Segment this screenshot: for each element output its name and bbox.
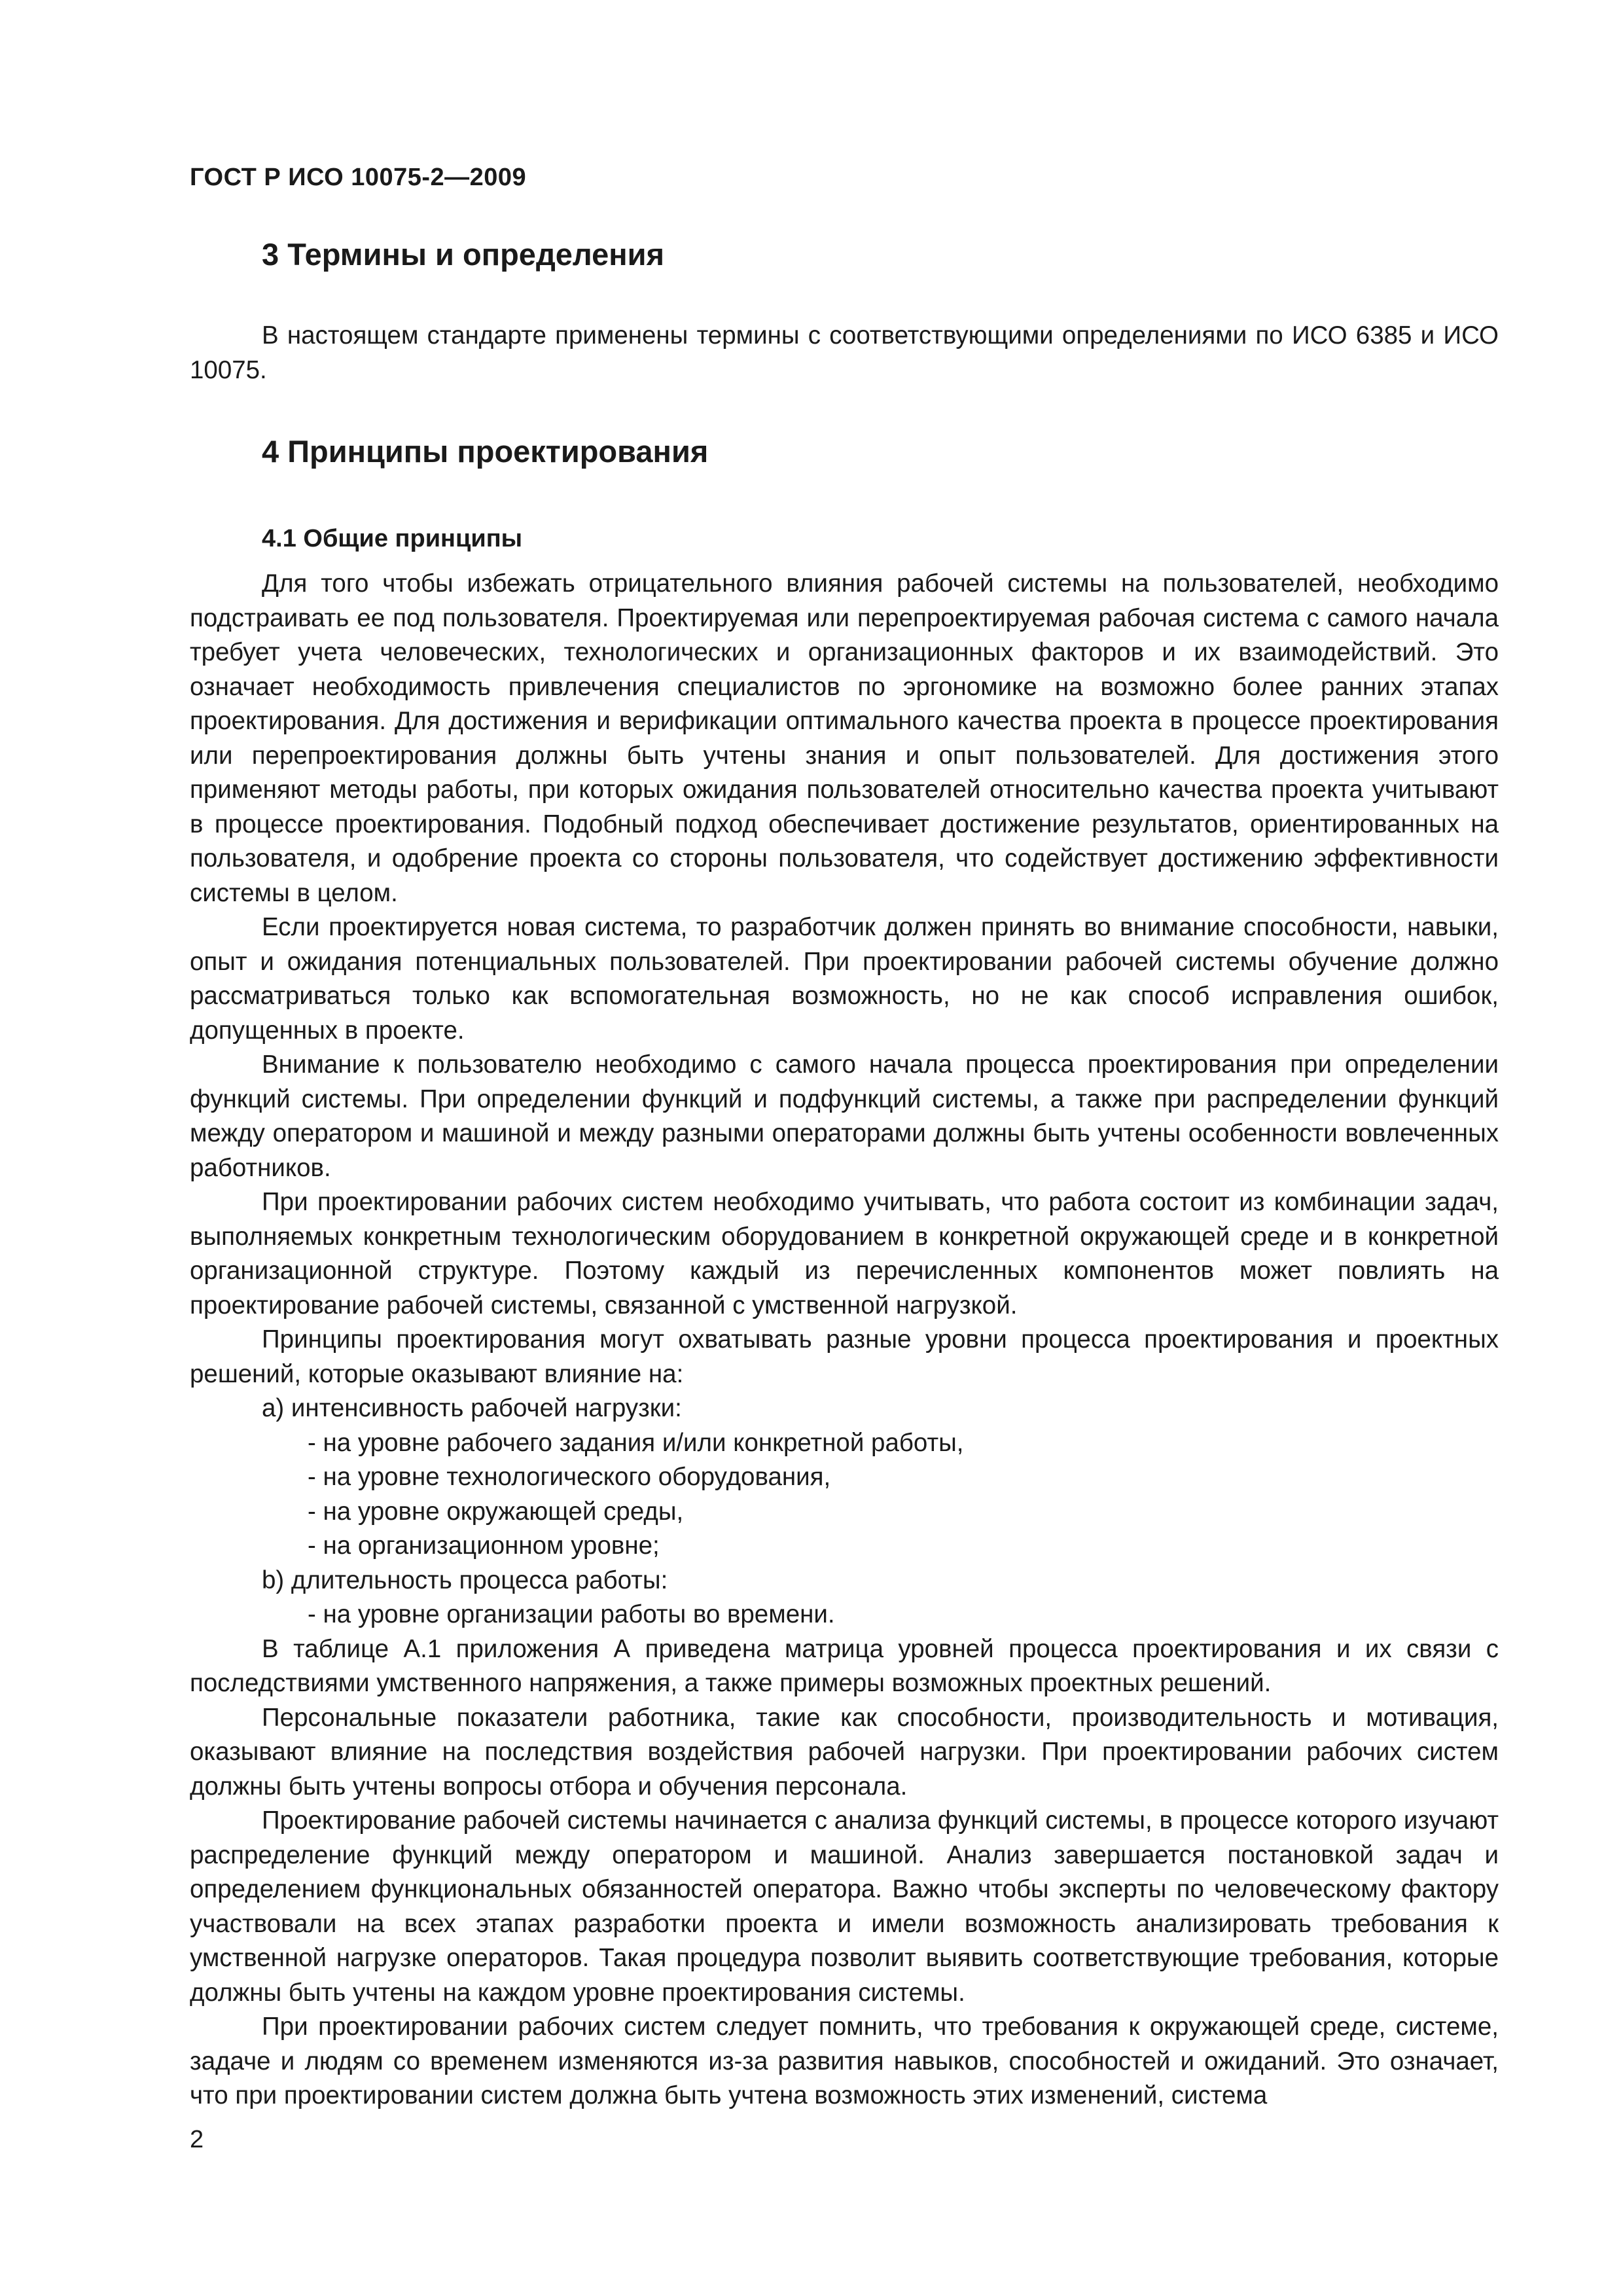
page-number: 2 [190,2126,204,2153]
document-header: ГОСТ Р ИСО 10075-2—2009 [190,164,527,191]
section-3-title: 3 Термины и определения [262,237,664,272]
section-3-text: В настоящем стандарте применены термины с соответствующими определениями по ИСО 6385 и ИСО 10075. [190,321,1499,384]
document-page [190,164,1499,2113]
list-item-b: b) длительность процесса работы: [262,1566,668,1594]
list-item-a: a) интенсивность рабочей нагрузки: [262,1394,682,1423]
section-4-title: 4 Принципы проектирования [262,434,709,469]
subsection-4-1-title: 4.1 Общие принципы [262,524,523,552]
paragraph: Принципы проектирования могут охватывать разные уровни процесса проектирования и проектных решений, которые оказывают влияние на: [190,1325,1499,1388]
paragraph: Если проектируется новая система, то разработчик должен принять во внимание способности, навыки, опыт и ожидания потенциальных пользователей. При проектировании рабочей системы обучение должно рассматриваться только как вспомогательная возможность, но не как способ исправления ошибок, допущенных в проекте. [190,913,1499,1045]
list-subitem: - на уровне окружающей среды, [308,1497,684,1526]
list-subitem: - на уровне рабочего задания и/или конкретной работы, [308,1428,964,1457]
list-subitem: - на уровне технологического оборудования, [308,1463,831,1492]
paragraph: Для того чтобы избежать отрицательного влияния рабочей системы на пользователей, необходимо подстраивать ее под пользователя. Проектируемая или перепроектируемая рабочая система с самого начала требует учета человеческих, технологических и организационных факторов и их взаимодействий. Это означает необходимость привлечения специалистов по эргономике на возможно более ранних этапах проектирования. Для достижения и верификации оптимального качества проекта в процессе проектирования или перепроектирования должны быть учтены знания и опыт пользователей. Для достижения этого применяют методы работы, при которых ожидания пользователей относительно качества проекта учитывают в процессе проектирования. Подобный подход обеспечивает достижение результатов, ориентированных на пользователя, и одобрение проекта со стороны пользователя, что содействует достижению эффективности системы в целом. [190,569,1499,907]
paragraph: Персональные показатели работника, такие как способности, производительность и мотивация, оказывают влияние на последствия воздействия рабочей нагрузки. При проектировании рабочих систем должны быть учтены вопросы отбора и обучения персонала. [190,1703,1499,1801]
paragraph: При проектировании рабочих систем необходимо учитывать, что работа состоит из комбинации задач, выполняемых конкретным технологическим оборудованием в конкретной окружающей среде и в конкретной организационной структуре. Поэтому каждый из перечисленных компонентов может повлиять на проектирование рабочей системы, связанной с умственной нагрузкой. [190,1188,1499,1319]
paragraph: При проектировании рабочих систем следует помнить, что требования к окружающей среде, системе, задаче и людям со временем изменяются из-за развития навыков, способностей и ожиданий. Это означает, что при проектировании систем должна быть учтена возможность этих изменений, система [190,2013,1499,2110]
list-subitem: - на уровне организации работы во времени. [308,1600,835,1629]
paragraph: В таблице А.1 приложения А приведена матрица уровней процесса проектирования и их связи с последствиями умственного напряжения, а также примеры возможных проектных решений. [190,1634,1499,1698]
list-subitem: - на организационном уровне; [308,1532,660,1560]
paragraph: Проектирование рабочей системы начинается с анализа функций системы, в процессе которого изучают распределение функций между оператором и машиной. Анализ завершается постановкой задач и определением функциональных обязанностей оператора. Важно чтобы эксперты по человеческому фактору участвовали на всех этапах разработки проекта и имели возможность анализировать требования к умственной нагрузке операторов. Такая процедура позволит выявить соответствующие требования, которые должны быть учтены на каждом уровне проектирования системы. [190,1806,1499,2007]
paragraph: Внимание к пользователю необходимо с самого начала процесса проектирования при определении функций системы. При определении функций и подфункций системы, а также при распределении функций между оператором и машиной и между разными операторами должны быть учтены особенности вовлеченных работников. [190,1050,1499,1182]
